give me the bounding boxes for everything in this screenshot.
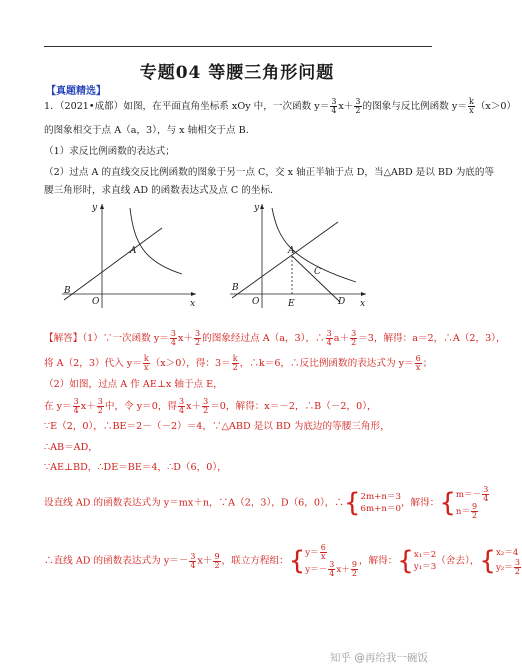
y-axis-arrow: [260, 204, 264, 209]
label-O: O: [92, 297, 100, 307]
problem-line-5: 腰三角形时，求直线 AD 的函数表达式及点 C 的坐标．: [44, 185, 280, 196]
solution-line-6: ∴AB＝AD，: [44, 442, 98, 453]
label-B: B: [64, 286, 71, 296]
problem-line-4: （2）过点 A 的直线交反比例函数的图象于另一点 C，交 x 轴正半轴于点 D，当△ABD 是以 BD 为底的等: [44, 167, 495, 178]
problem-line-1: 1．（2021•成都）如图，在平面直角坐标系 xOy 中，一次函数 y＝ $\frac{3}{4}$ x＋ $\frac{3}{2}$ 的图象与反比例函数 y＝ $\frac{k}{x}$ （x＞0）: [44, 97, 517, 115]
solution-line-3: （2）如图，过点 A 作 AE⊥x 轴于点 E，: [44, 379, 223, 390]
label-C: C: [314, 267, 321, 277]
x-axis-arrow: [361, 292, 366, 296]
problem-line-2: 的图象相交于点 A（a，3），与 x 轴相交于点 B．: [44, 125, 256, 136]
solution-line-5: ∵E（2，0），∴BE＝2－（－2）＝4，∵△ABD 是以 BD 为底边的等腰三角形，: [44, 421, 390, 432]
label-D: D: [338, 297, 346, 307]
solution-line-8: 设直线 AD 的函数表达式为 y＝mx＋n，∵A（2，3），D（6，0），∴{ 2m+n＝3 6m+n＝0 ，解得：{ m＝－ $\frac{3}{4}$ n＝ $\frac{9}{2}$: [44, 485, 489, 520]
top-rule: [44, 46, 432, 47]
solution-line-2: 将 A（2，3）代入 y＝ $\frac{k}{x}$ （x＞0），得：3＝ $\frac{k}{2}$ ，∴k＝6，∴反比例函数的表达式为 y＝ $\frac{6}{x}$ ；: [44, 354, 433, 372]
graph-1: [52, 198, 202, 313]
solution-line-9: ∴直线 AD 的函数表达式为 y＝－ $\frac{3}{4}$ x＋ $\frac{9}{2}$ ，联立方程组：{ y＝ $\frac{6}{x}$ y＝－ $\frac{3}{4}$ x＋ $\frac{9}{2}$ ，解得：{ x₁＝2 y₁＝3 （舍去），{ x₂＝4 y₂＝ $\frac{3}{2}$: [44, 543, 520, 578]
label-B: B: [232, 283, 239, 293]
section-label: 【真题精选】: [46, 86, 106, 97]
label-x: x: [360, 299, 366, 309]
line-ab: [232, 222, 338, 298]
watermark: 知乎 @再给我一碗饭: [330, 652, 428, 664]
x-axis-arrow: [191, 292, 196, 296]
label-x: x: [190, 299, 196, 309]
problem-line-3: （1）求反比例函数的表达式；: [44, 146, 175, 157]
label-A: A: [288, 246, 295, 256]
label-O: O: [252, 297, 260, 307]
label-y: y: [92, 203, 98, 213]
hyperbola-curve: [130, 208, 182, 274]
solution-line-1: 【解答】（1）∵一次函数 y＝ $\frac{3}{4}$ x＋ $\frac{3}{2}$ 的图象经过点 A（a，3），∴ $\frac{3}{4}$ a＋ $\frac{3}{2}$ ＝3，解得：a＝2，∴A（2，3），: [44, 329, 506, 347]
label-A: A: [130, 246, 137, 256]
graph-2: [226, 198, 376, 313]
line-ad: [292, 256, 340, 302]
page-title: 专题04 等腰三角形问题: [139, 63, 335, 83]
y-axis-arrow: [100, 204, 104, 209]
line-ab: [64, 228, 162, 300]
label-E: E: [288, 299, 295, 309]
label-y: y: [254, 203, 260, 213]
solution-line-4: 在 y＝ $\frac{3}{4}$ x＋ $\frac{3}{2}$ 中，令 y＝0，得 $\frac{3}{4}$ x＋ $\frac{3}{2}$ ＝0，解得：x＝－2，∴B（－2，0），: [44, 397, 377, 415]
solution-line-7: ∵AE⊥BD，∴DE＝BE＝4，∴D（6，0），: [44, 462, 227, 473]
